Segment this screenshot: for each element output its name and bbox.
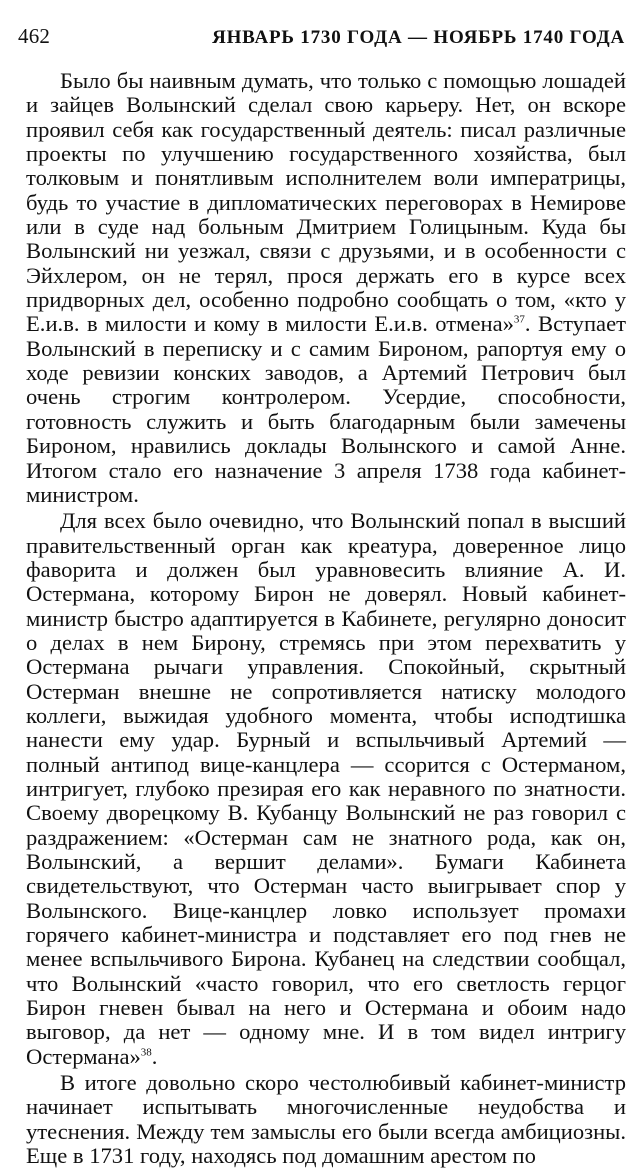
paragraph-volynsky-career <box>26 69 626 507</box>
section-title: ЯНВАРЬ 1730 ГОДА — НОЯБРЬ 1740 ГОДА <box>212 27 625 48</box>
paragraph-text: Для всех было очевидно, что Волынский попал в высший правительственный орган как креатура, доверенное лицо фаворита и должен был уравновесить влияние А. И. Остермана, которому Бирон не доверял. Новый кабинет-министр быстро адаптируется в Кабинете, регулярно доносит о делах в нем Бирону, стремясь при этом перехватить у Остермана рычаги управления. Спокойный, скрытный Остерман внешне не сопротивляется натиску молодого коллеги, выжидая удобного момента, чтобы исподтишка нанести ему удар. Бурный и вспыльчивый Артемий — полный антипод вице-канцлера — ссорится с Остерманом, интригует, глубоко презирая его как неравного по знатности. Своему дворецкому В. Кубанцу Волынский не раз говорил с раздражением: «Остерман сам не знатного рода, как он, Волынский, а вершит делами». Бумаги Кабинета свидетельствуют, что Остерман часто выигрывает спор у Волынского. Вице-канцлер ловко использует промахи горячего кабинет-министра и подставляет его под гнев не менее вспыльчивого Бирона. Кубанец на следствии сообщал, что Волынский «часто говорил, что его светлость герцог Бирон гневен бывал на него и Остермана и обоим надо выговор, да нет — одному мне. И в том видел интригу Остермана» <box>26 508 626 1069</box>
paragraph-text-continued: . <box>151 1043 158 1069</box>
paragraph-text: Было бы наивным думать, что только с помощью лошадей и зайцев Волынский сделал свою карьеру. Нет, он вскоре проявил себя как государственный деятель: писал различные проекты по улучшению государственного хозяйства, был толковым и понятливым исполнителем воли императрицы, будь то участие в дипломатических переговорах в Немирове или в суде над больным Дмитрием Голицыным. Куда бы Волынский ни уезжал, связи с друзьями, и в особенности с Эйхлером, он не терял, прося держать его в курсе всех придворных дел, особенно подробно сообщать о том, «кто у Е.и.в. в милости и кому в милости Е.и.в. отмена» <box>26 68 626 337</box>
paragraph-osterman-rivalry <box>26 509 626 1069</box>
paragraph-ambitions <box>26 1071 626 1168</box>
page-body <box>26 69 626 1170</box>
footnote-reference: 37 <box>513 313 525 326</box>
paragraph-text-continued: . Вступает Волынский в переписку и с самим Бироном, рапортуя ему о ходе ревизии конских заводов, а Артемий Петрович был очень строгим контролером. Усердие, способности, готовность служить и быть благодарным были замечены Бироном, нравились доклады Волынского и самой Анне. Итогом стало его назначение 3 апреля 1738 года кабинет-министром. <box>26 311 626 507</box>
page-number: 462 <box>18 24 51 48</box>
paragraph-text: В итоге довольно скоро честолюбивый кабинет-министр начинает испытывать многочисленные неудобства и утеснения. Между тем замыслы его были всегда амбициозны. Еще в 1731 году, находясь под домашним арестом по <box>26 1070 626 1169</box>
footnote-reference: 38 <box>140 1046 152 1059</box>
running-header <box>18 24 625 54</box>
